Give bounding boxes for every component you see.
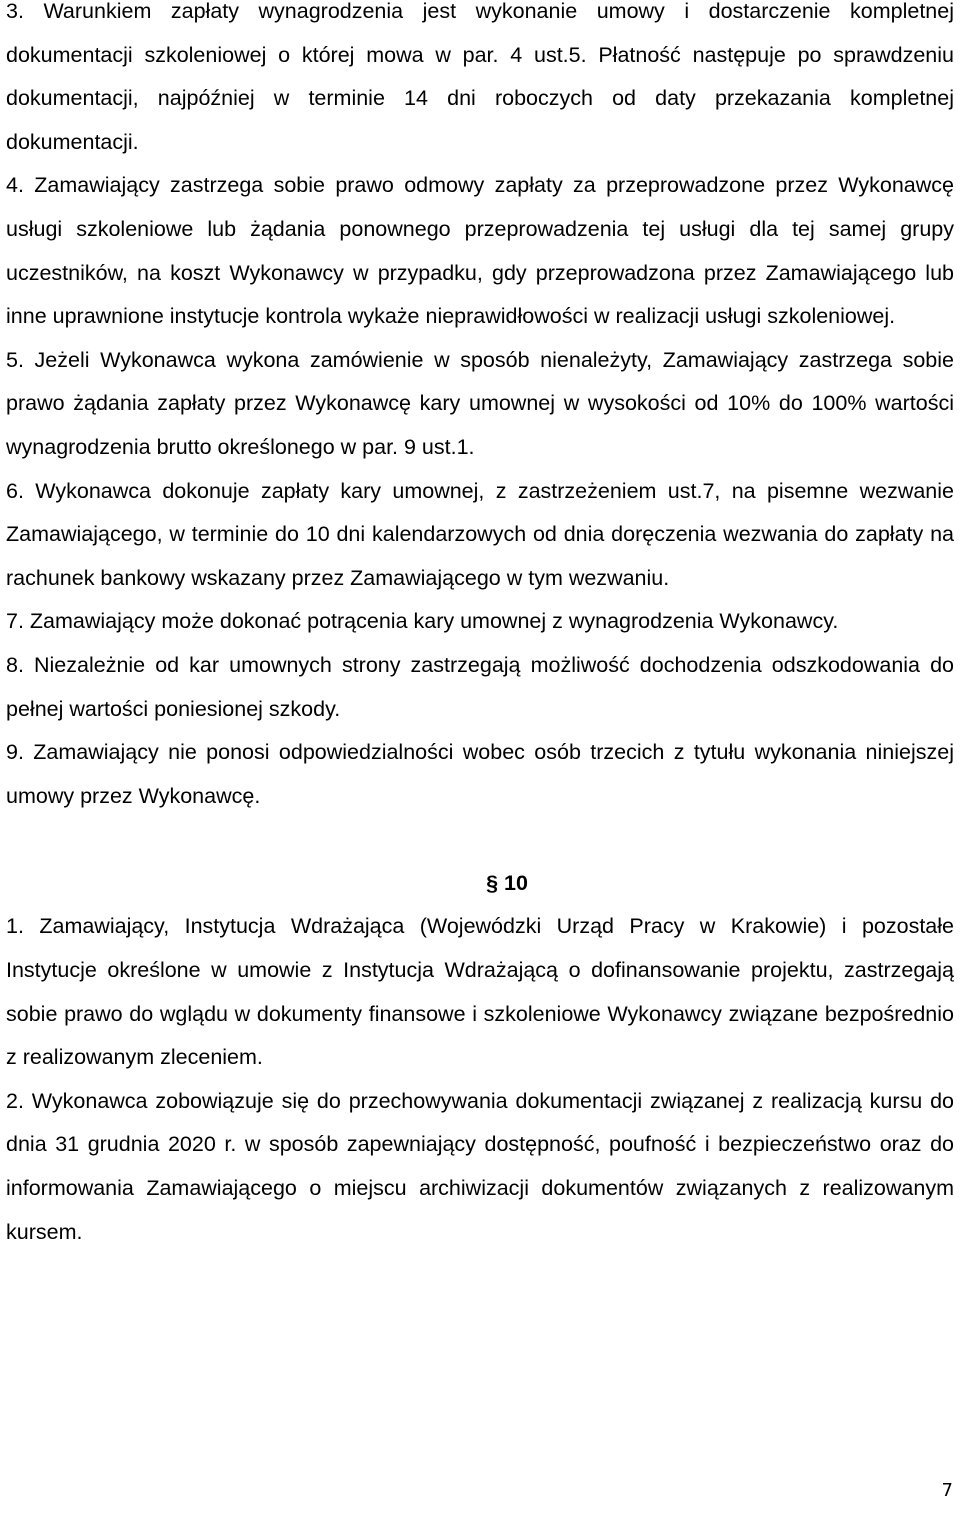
section-10-paragraph-1: 1. Zamawiający, Instytucja Wdrażająca (Wojewódzki Urząd Pracy w Krakowie) i pozostałe Instytucje określone w umowie z Instytucja Wdrażającą o dofinansowanie projektu, zastrzegają sobie prawo do wglądu w dokumenty finansowe i szkoleniowe Wykonawcy związane bezpośrednio z realizowanym zleceniem. bbox=[6, 914, 954, 1070]
section-10-paragraph-2: 2. Wykonawca zobowiązuje się do przechowywania dokumentacji związanej z realizacją kursu do dnia 31 grudnia 2020 r. w sposób zapewniający dostępność, poufność i bezpieczeństwo oraz do informowania Zamawiającego o miejscu archiwizacji dokumentów związanych z realizowanym kursem. bbox=[6, 1088, 954, 1244]
paragraph-9: 9. Zamawiający nie ponosi odpowiedzialności wobec osób trzecich z tytułu wykonania niniejszej umowy przez Wykonawcę. bbox=[6, 740, 954, 808]
spacer bbox=[6, 818, 954, 862]
paragraphs-after-section bbox=[6, 905, 954, 1254]
paragraph-7: 7. Zamawiający może dokonać potrącenia kary umownej z wynagrodzenia Wykonawcy. bbox=[6, 609, 839, 634]
paragraphs-before-section bbox=[6, 0, 954, 818]
paragraph-5: 5. Jeżeli Wykonawca wykona zamówienie w sposób nienależyty, Zamawiający zastrzega sobie prawo żądania zapłaty przez Wykonawcę kary umownej w wysokości od 10% do 100% wartości wynagrodzenia brutto określonego w par. 9 ust.1. bbox=[6, 347, 954, 459]
paragraph-4: 4. Zamawiający zastrzega sobie prawo odmowy zapłaty za przeprowadzone przez Wykonawcę usługi szkoleniowe lub żądania ponownego przeprowadzenia tej usługi dla tej samej grupy uczestników, na koszt Wykonawcy w przypadku, gdy przeprowadzona przez Zamawiającego lub inne uprawnione instytucje kontrola wykaże nieprawidłowości w realizacji usługi szkoleniowej. bbox=[6, 173, 954, 329]
paragraph-8: 8. Niezależnie od kar umownych strony zastrzegają możliwość dochodzenia odszkodowania do pełnej wartości poniesionej szkody. bbox=[6, 652, 954, 721]
page-number: 7 bbox=[941, 1480, 953, 1501]
section-heading: § 10 bbox=[486, 870, 528, 895]
paragraph-3: 3. Warunkiem zapłaty wynagrodzenia jest wykonanie umowy i dostarczenie kompletnej dokumentacji szkoleniowej o której mowa w par. 4 ust.5. Płatność następuje po sprawdzeniu dokumentacji, najpóźniej w terminie 14 dni roboczych od daty przekazania kompletnej dokumentacji. bbox=[6, 0, 954, 154]
paragraph-6: 6. Wykonawca dokonuje zapłaty kary umownej, z zastrzeżeniem ust.7, na pisemne wezwanie Zamawiającego, w terminie do 10 dni kalendarzowych od dnia doręczenia wezwania do zapłaty na rachunek bankowy wskazany przez Zamawiającego w tym wezwaniu. bbox=[6, 478, 954, 590]
